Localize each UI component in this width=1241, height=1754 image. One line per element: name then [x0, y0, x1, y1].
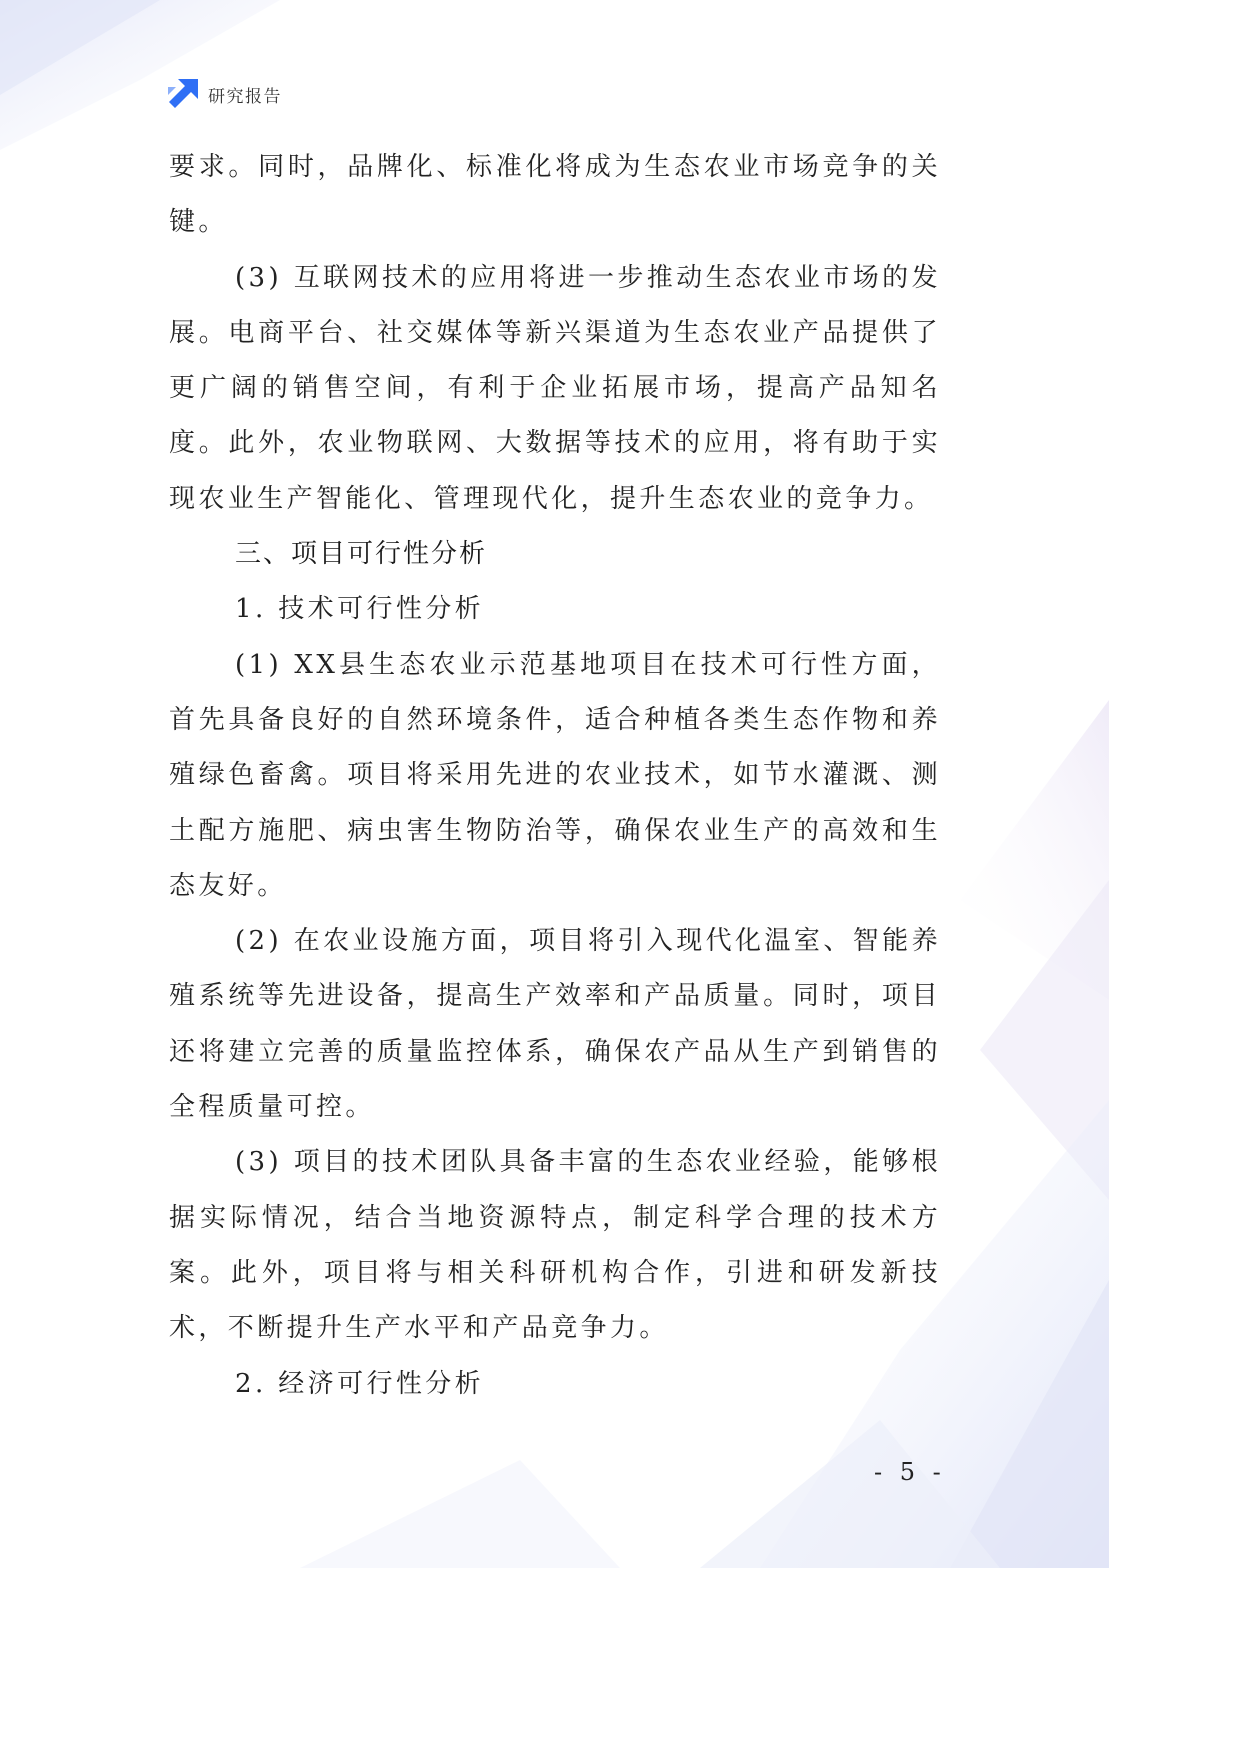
header-title: 研究报告	[208, 86, 282, 107]
paragraph-technical-1: (1) XX县生态农业示范基地项目在技术可行性方面，首先具备良好的自然环境条件，适合种植各类生态作物和养殖绿色畜禽。项目将采用先进的农业技术，如节水灌溉、测土配方施肥、病虫害生物防治等，确保农业生产的高效和生态友好。	[169, 649, 941, 901]
subheading-economic-feasibility: 2. 经济可行性分析	[235, 1368, 485, 1399]
paragraph-technical-3: (3) 项目的技术团队具备丰富的生态农业经验，能够根据实际情况，结合当地资源特点，制定科学合理的技术方案。此外，项目将与相关科研机构合作，引进和研发新技术，不断提升生产水平和产品竞争力。	[169, 1147, 941, 1344]
arrow-up-right-icon	[168, 79, 198, 109]
subheading-technical-feasibility: 1. 技术可行性分析	[235, 594, 485, 625]
document-body	[169, 140, 941, 1412]
paragraph-internet-technology: (3) 互联网技术的应用将进一步推动生态农业市场的发展。电商平台、社交媒体等新兴渠道为生态农业产品提供了更广阔的销售空间，有利于企业拓展市场，提高产品知名度。此外，农业物联网、大数据等技术的应用，将有助于实现农业生产智能化、管理现代化，提升生态农业的竞争力。	[169, 262, 941, 514]
paragraph-technical-2: (2) 在农业设施方面，项目将引入现代化温室、智能养殖系统等先进设备，提高生产效率和产品质量。同时，项目还将建立完善的质量监控体系，确保农产品从生产到销售的全程质量可控。	[169, 926, 941, 1123]
page-number: - 5 -	[874, 1458, 946, 1486]
section-heading: 三、项目可行性分析	[235, 539, 488, 570]
paragraph-continuation: 要求。同时，品牌化、标准化将成为生态农业市场竞争的关键。	[169, 152, 941, 238]
report-header	[168, 78, 282, 110]
